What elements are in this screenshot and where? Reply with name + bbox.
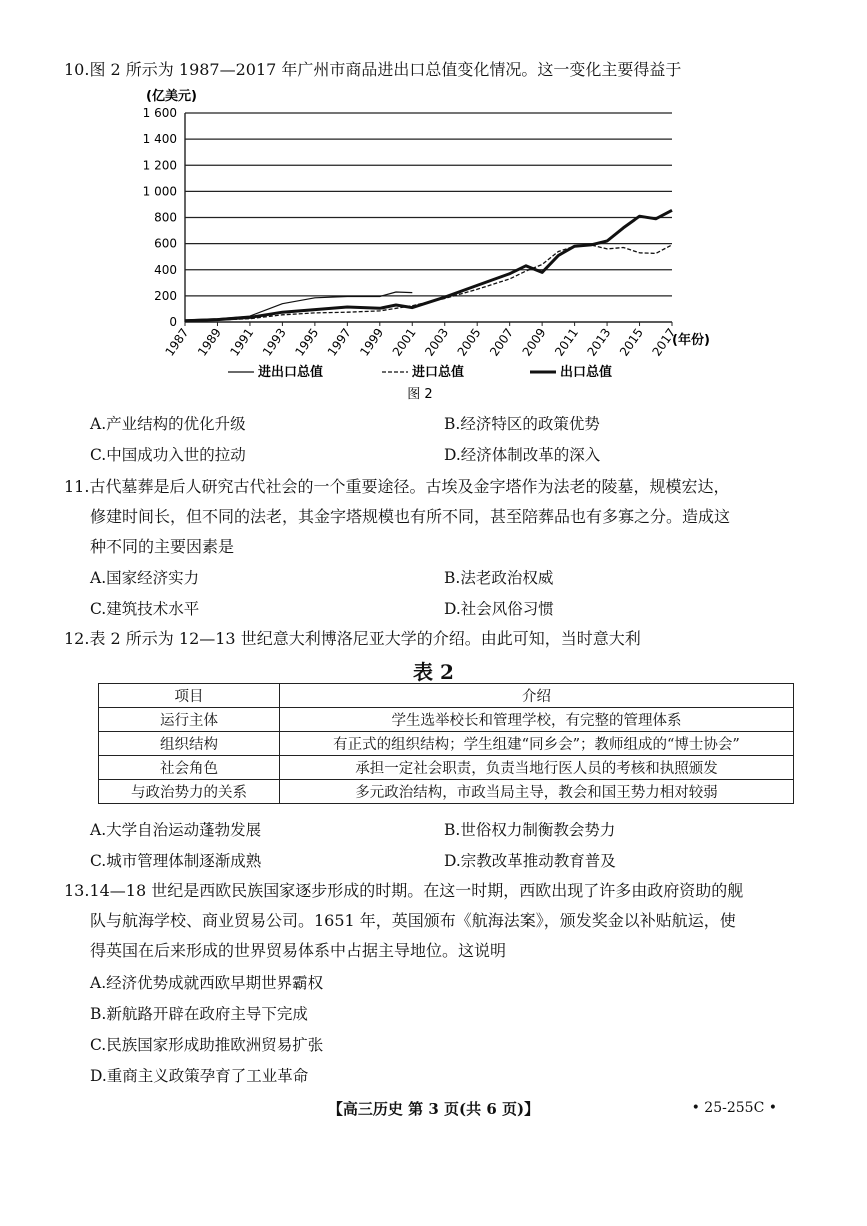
y-tick-label: 1 400: [142, 132, 177, 147]
university-table: [98, 683, 794, 804]
q10-option-b: B.经济特区的政策优势: [444, 415, 600, 433]
table-header: 介绍: [280, 684, 794, 708]
q12-option-b: B.世俗权力制衡教会势力: [444, 821, 616, 839]
table-cell: 社会角色: [99, 756, 280, 780]
table-row: [99, 708, 794, 732]
paper-code: • 25-255C •: [691, 1100, 777, 1116]
series-line: [185, 210, 672, 320]
q13-option-b: B.新航路开辟在政府主导下完成: [90, 1005, 308, 1023]
table-cell: 组织结构: [99, 732, 280, 756]
table-row: [99, 780, 794, 804]
q13-option-a: A.经济优势成就西欧早期世界霸权: [90, 974, 324, 992]
q10-stem: 10.图 2 所示为 1987—2017 年广州市商品进出口总值变化情况。这一变化主要得益于: [64, 60, 682, 79]
x-tick-label: 1997: [324, 325, 354, 359]
q12-option-a: A.大学自治运动蓬勃发展: [90, 821, 262, 839]
q11-line-2: 修建时间长，但不同的法老，其金字塔规模也有所不同，甚至陪葬品也有多寡之分。造成这: [90, 507, 731, 526]
table-title: 表 2: [413, 660, 454, 684]
x-tick-label: 1989: [194, 325, 224, 359]
q11-option-d: D.社会风俗习惯: [444, 600, 554, 618]
x-tick-label: 2009: [519, 325, 549, 359]
q10-option-c: C.中国成功入世的拉动: [90, 446, 246, 464]
table-cell: 多元政治结构，市政当局主导，教会和国王势力相对较弱: [280, 780, 794, 804]
q10-option-d: D.经济体制改革的深入: [444, 446, 601, 464]
y-axis-ticks: [143, 106, 177, 329]
x-tick-label: 2005: [454, 325, 484, 359]
x-tick-label: 2011: [552, 325, 582, 359]
chart-caption: 图 2: [407, 387, 433, 402]
legend-label: 进口总值: [412, 365, 465, 380]
q11-line-3: 种不同的主要因素是: [90, 537, 235, 556]
q11-option-a: A.国家经济实力: [90, 569, 200, 587]
y-tick-label: 0: [169, 315, 177, 329]
table-cell: 运行主体: [99, 708, 280, 732]
table-header-row: [99, 684, 794, 708]
y-tick-label: 1 600: [142, 106, 177, 120]
q10-option-a: A.产业结构的优化升级: [90, 415, 246, 433]
x-tick-label: 2013: [584, 325, 614, 359]
q11-line-1: 11.古代墓葬是后人研究古代社会的一个重要途径。古埃及金字塔作为法老的陵墓，规模宏达，: [64, 477, 730, 496]
table-row: [99, 756, 794, 780]
x-tick-label: 2001: [389, 325, 419, 359]
table-cell: 有正式的组织结构；学生组建“同乡会”；教师组成的“博士协会”: [280, 732, 794, 756]
import-export-line-chart: [110, 86, 730, 406]
q13-line-3: 得英国在后来形成的世界贸易体系中占据主导地位。这说明: [90, 941, 507, 960]
x-tick-label: 2017: [649, 325, 679, 359]
legend-label: 进出口总值: [258, 365, 324, 380]
legend-label: 出口总值: [560, 365, 613, 380]
y-tick-label: 400: [154, 262, 177, 277]
x-tick-label: 1987: [162, 325, 192, 359]
page-footer: 【高三历史 第 3 页(共 6 页)】: [327, 1100, 540, 1118]
chart-legend: [228, 364, 612, 380]
x-axis-ticks: [162, 326, 678, 359]
x-tick-label: 2003: [422, 325, 452, 359]
q13-option-d: D.重商主义政策孕育了工业革命: [90, 1067, 309, 1085]
x-tick-label: 1999: [357, 325, 387, 359]
y-tick-label: 200: [154, 288, 177, 303]
y-tick-label: 800: [154, 210, 177, 225]
y-axis-label: (亿美元): [146, 89, 197, 104]
q13-line-1: 13.14—18 世纪是西欧民族国家逐步形成的时期。在这一时期，西欧出现了许多由政府资助的舰: [64, 881, 744, 900]
x-tick-label: 1991: [227, 325, 257, 359]
q12-option-c: C.城市管理体制逐渐成熟: [90, 852, 262, 870]
table-cell: 承担一定社会职责，负责当地行医人员的考核和执照颁发: [280, 756, 794, 780]
q13-option-c: C.民族国家形成助推欧洲贸易扩张: [90, 1036, 324, 1054]
y-tick-label: 600: [154, 236, 177, 251]
x-tick-label: 2007: [487, 325, 517, 359]
x-tick-label: 1995: [292, 325, 322, 359]
chart-grid: [185, 113, 672, 326]
y-tick-label: 1 200: [142, 158, 177, 173]
table-row: [99, 732, 794, 756]
q12-stem: 12.表 2 所示为 12—13 世纪意大利博洛尼亚大学的介绍。由此可知，当时意大利: [64, 629, 641, 648]
q11-option-b: B.法老政治权威: [444, 569, 554, 587]
x-tick-label: 1993: [259, 325, 289, 359]
q11-option-c: C.建筑技术水平: [90, 600, 200, 618]
table-cell: 学生选举校长和管理学校，有完整的管理体系: [280, 708, 794, 732]
y-tick-label: 1 000: [142, 184, 177, 199]
x-axis-label: (年份): [672, 333, 710, 348]
q13-line-2: 队与航海学校、商业贸易公司。1651 年，英国颁布《航海法案》，颁发奖金以补贴航运，使: [90, 911, 736, 930]
table-cell: 与政治势力的关系: [99, 780, 280, 804]
q12-option-d: D.宗教改革推动教育普及: [444, 852, 616, 870]
series-line: [185, 245, 672, 321]
chart-series: [185, 210, 672, 321]
x-tick-label: 2015: [617, 325, 646, 359]
table-header: 项目: [99, 684, 280, 708]
